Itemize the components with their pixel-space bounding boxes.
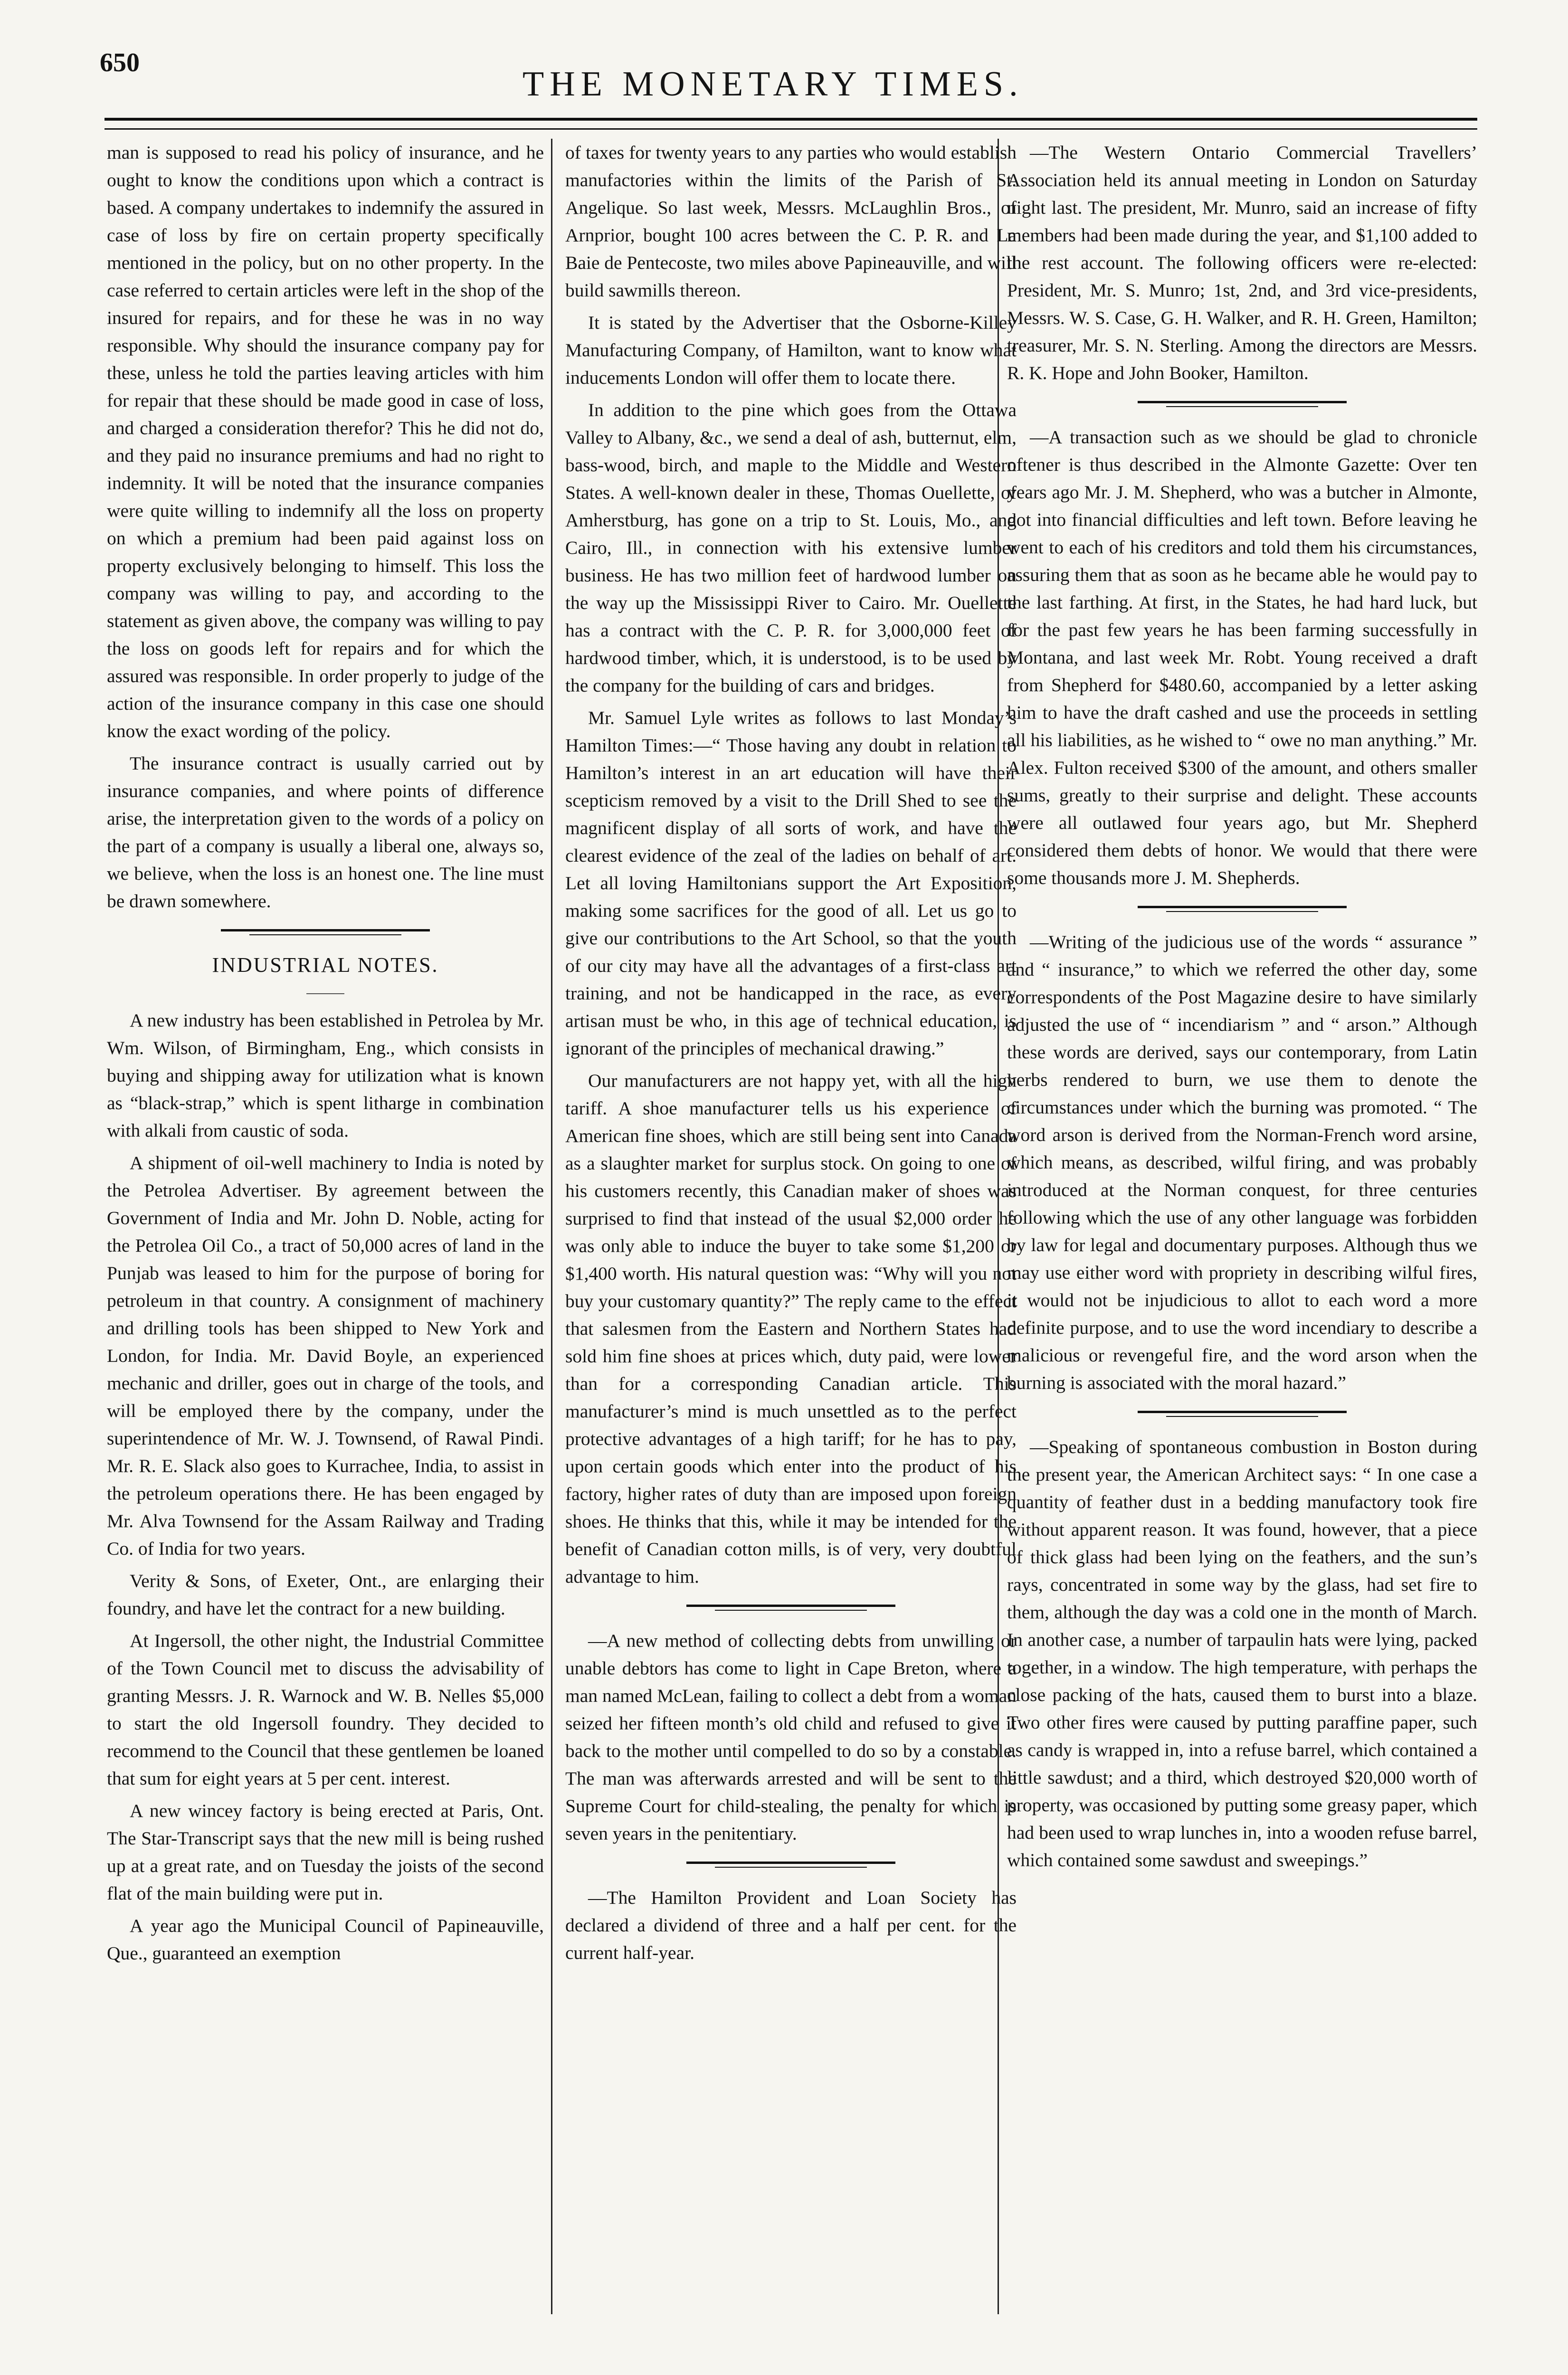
header-rule-thick: [105, 118, 1477, 121]
article-paragraph: It is stated by the Advertiser that the Osborne-Killey Manufacturing Company, of Hamilton, want to know what inducements London will offer them to locate there.: [565, 312, 1017, 388]
article-paragraph: The insurance contract is usually carried out by insurance companies, and where points of difference arise, the interpretation given to the words of a policy on the part of a company is usually a liberal one, always so, we believe, when the loss is an honest one. The line must be drawn somewhere.: [107, 753, 544, 912]
section-heading: INDUSTRIAL NOTES.: [212, 953, 439, 977]
article-paragraph: of taxes for twenty years to any parties who would establish manufactories within the limits of the Parish of St. Angelique. So last week, Messrs. McLaughlin Bros., of Arnprior, bought 100 acres between the C. P. R. and La Baie de Pentecoste, two miles above Papineauville, and will build sawmills thereon.: [565, 142, 1017, 301]
masthead-title: THE MONETARY TIMES.: [523, 65, 1024, 104]
article-paragraph: man is supposed to read his policy of insurance, and he ought to know the conditions upon which a contract is based. A company undertakes to indemnify the assured in case of loss by fire on certain property specifically mentioned in the policy, but on no other property. In the case referred to certain articles were left in the shop of the insured for repairs, and for these he was in no way responsible. Why should the insurance company pay for these, unless he told the parties leaving articles with him for repair that these should be made good in case of loss, and charged a consideration therefor? This he did not do, and they paid no insurance premiums and had no right to indemnity. It will be noted that the insurance companies were quite willing to indemnify all the loss on property on which a premium had been paid against loss on property exclusively belonging to himself. This loss the company was willing to pay, and according to the statement as given above, the company was willing to pay the loss on goods left for repairs and for which the assured was responsible. In order properly to judge of the action of the insurance company in this case one should know the exact wording of the policy.: [107, 142, 544, 741]
column-divider: [551, 139, 552, 2314]
article-paragraph: A new industry has been established in Petrolea by Mr. Wm. Wilson, of Birmingham, Eng., which consists in buying and shipping away for utilization what is known as “black-strap,” which is spent litharge in combination with alkali from caustic of soda.: [107, 1010, 544, 1141]
article-paragraph: A shipment of oil-well machinery to India is noted by the Petrolea Advertiser. By agreement between the Government of India and Mr. John D. Noble, acting for the Petrolea Oil Co., a tract of 50,000 acres of land in the Punjab was leased to him for the purpose of boring for petroleum in that country. A consignment of machinery and drilling tools has been shipped to New York and London, for India. Mr. David Boyle, an experienced mechanic and driller, goes out in charge of the tools, and will be employed there by the company, under the superintendence of Mr. W. J. Townsend, of Rawal Pindi. Mr. R. E. Slack also goes to Kurrachee, India, to assist in the petroleum operations there. He has been engaged by Mr. Alva Townsend for the Assam Railway and Trading Co. of India for two years.: [107, 1152, 544, 1559]
article-paragraph: —Writing of the judicious use of the words “ assurance ” and “ insurance,” to which we referred the other day, some correspondents of the Post Magazine desire to have similarly adjusted the use of “ incendiarism ” and “ arson.” Although these words are derived, says our contemporary, from Latin verbs rendered to burn, we use them to denote the circumstances under which the burning was promoted. “ The word arson is derived from the Norman-French word arsine, which means, as described, wilful firing, and was probably introduced at the Norman conquest, for three centuries following which the use of any other language was forbidden by law for legal and documentary purposes. Although thus we may use either word with propriety in describing wilful fires, it would not be injudicious to allot to each word a more definite purpose, and to use the word incendiary to describe a malicious or revengeful fire, and the word arson when the burning is associated with the moral hazard.”: [1007, 931, 1477, 1393]
article-paragraph: —The Western Ontario Commercial Travellers’ Association held its annual meeting in London on Saturday night last. The president, Mr. Munro, said an increase of fifty members had been made during the year, and $1,100 added to the rest account. The following officers were re-elected: President, Mr. S. Munro; 1st, 2nd, and 3rd vice-presidents, Messrs. W. S. Case, G. H. Walker, and R. H. Green, Hamilton; treasurer, Mr. S. N. Sterling. Among the directors are Messrs. R. K. Hope and John Booker, Hamilton.: [1007, 142, 1477, 383]
article-paragraph: Mr. Samuel Lyle writes as follows to last Monday’s Hamilton Times:—“ Those having any doubt in relation to Hamilton’s interest in an art education will have their scepticism removed by a visit to the Drill Shed to see the magnificent display of all sorts of work, and have the clearest evidence of the zeal of the ladies on behalf of art. Let all loving Hamiltonians support the Art Exposition, making some sacrifices for the good of all. Let us go to give our contributions to the Art School, so that the youth of our city may have all the advantages of a first-class art training, and not be handicapped in the race, as every artisan must be who, in this age of technical education, is ignorant of the principles of mechanical drawing.”: [565, 707, 1017, 1059]
article-paragraph: A year ago the Municipal Council of Papineauville, Que., guaranteed an exemption: [107, 1915, 544, 1964]
article-paragraph: —A new method of collecting debts from unwilling or unable debtors has come to light in Cape Breton, where a man named McLean, failing to collect a debt from a woman seized her fifteen month’s old child and refused to give it back to the mother until compelled to do so by a constable. The man was afterwards arrested and will be sent to the Supreme Court for child-stealing, the penalty for which is seven years in the penitentiary.: [565, 1630, 1017, 1844]
section-separator: [686, 1862, 895, 1868]
column-left: [107, 139, 544, 2362]
article-paragraph: Our manufacturers are not happy yet, with all the high tariff. A shoe manufacturer tells us his experience of American fine shoes, which are still being sent into Canada as a slaughter market for surplus stock. On going to one of his customers recently, this Canadian maker of shoes was surprised to find that instead of the usual $2,000 order he was only able to induce the buyer to take some $1,200 or $1,400 worth. His natural question was: “Why will you not buy your customary quantity?” The reply came to the effect that salesmen from the Eastern and Northern States had sold him fine shoes at prices which, duty paid, were lower than for a corresponding Canadian article. This manufacturer’s mind is much unsettled as to the perfect protective advantages of a high tariff; for he has to pay, upon certain goods which enter into the product of his factory, higher rates of duty than are imposed upon foreign shoes. He thinks that this, while it may be intended for the benefit of Canadian cotton mills, is of very, very doubtful advantage to him.: [565, 1070, 1017, 1587]
article-paragraph: A new wincey factory is being erected at Paris, Ont. The Star-Transcript says that the new mill is being rushed up at a great rate, and on Tuesday the joists of the second flat of the main building were put in.: [107, 1800, 544, 1904]
section-separator: [221, 929, 430, 935]
section-separator: [686, 1605, 895, 1611]
article-paragraph: At Ingersoll, the other night, the Industrial Committee of the Town Council met to discuss the advisability of granting Messrs. J. R. Warnock and W. B. Nelles $5,000 to start the old Ingersoll foundry. They decided to recommend to the Council that these gentlemen be loaned that sum for eight years at 5 per cent. interest.: [107, 1630, 544, 1789]
section-separator: [1138, 1411, 1347, 1417]
article-paragraph: In addition to the pine which goes from the Ottawa Valley to Albany, &c., we send a deal of ash, butternut, elm, bass-wood, birch, and maple to the Middle and Western States. A well-known dealer in these, Thomas Ouellette, of Amherstburg, has gone on a trip to St. Louis, Mo., and Cairo, Ill., in connection with his extensive lumber business. He has two million feet of hardwood lumber on the way up the Mississippi River to Cairo. Mr. Ouellette has a contract with the C. P. R. for 3,000,000 feet of hardwood timber, which, it is understood, is to be used by the company for the building of cars and bridges.: [565, 399, 1017, 696]
column-middle: [565, 139, 1017, 2362]
article-paragraph: —A transaction such as we should be glad to chronicle oftener is thus described in the Almonte Gazette: Over ten years ago Mr. J. M. Shepherd, who was a butcher in Almonte, got into financial difficulties and left town. Before leaving he went to each of his creditors and told them his circumstances, assuring them that as soon as he became able he would pay to the last farthing. At first, in the States, he had hard luck, but for the past few years he has been farming successfully in Montana, and last week Mr. Robt. Young received a draft from Shepherd for $480.60, accompanied by a letter asking him to have the draft cashed and use the proceeds in settling all his liabilities, as he wished to “ owe no man anything.” Mr. Alex. Fulton received $300 of the amount, and others smaller sums, greatly to their surprise and delight. These accounts were all outlawed four years ago, but Mr. Shepherd considered them debts of honor. We would that there were some thousands more J. M. Shepherds.: [1007, 427, 1477, 888]
article-paragraph: —The Hamilton Provident and Loan Society has declared a dividend of three and a half per cent. for the current half-year.: [565, 1887, 1017, 1963]
column-right: [1007, 139, 1477, 2362]
page-number: 650: [100, 48, 140, 77]
heading-dash: [306, 993, 344, 994]
section-separator: [1138, 401, 1347, 407]
article-paragraph: Verity & Sons, of Exeter, Ont., are enlarging their foundry, and have let the contract for a new building.: [107, 1570, 544, 1619]
header-rule-thin: [105, 128, 1477, 130]
article-paragraph: —Speaking of spontaneous combustion in Boston during the present year, the American Architect says: “ In one case a quantity of feather dust in a bedding manufactory took fire without apparent reason. It was found, however, that a piece of thick glass had been lying on the feathers, and the sun’s rays, concentrated in some way by the glass, had set fire to them, although the day was a cold one in the month of March. In another case, a number of tarpaulin hats were lying, packed together, in a window. The high temperature, with perhaps the close packing of the hats, caused them to burst into a blaze. Two other fires were caused by putting paraffine paper, such as candy is wrapped in, into a refuse barrel, which contained a little sawdust; and a third, which destroyed $20,000 worth of property, was occasioned by putting some greasy paper, which had been used to wrap lunches in, into a wooden refuse barrel, which contained some sawdust and sweepings.”: [1007, 1436, 1477, 1871]
page-header: [0, 0, 1568, 142]
section-separator: [1138, 906, 1347, 912]
